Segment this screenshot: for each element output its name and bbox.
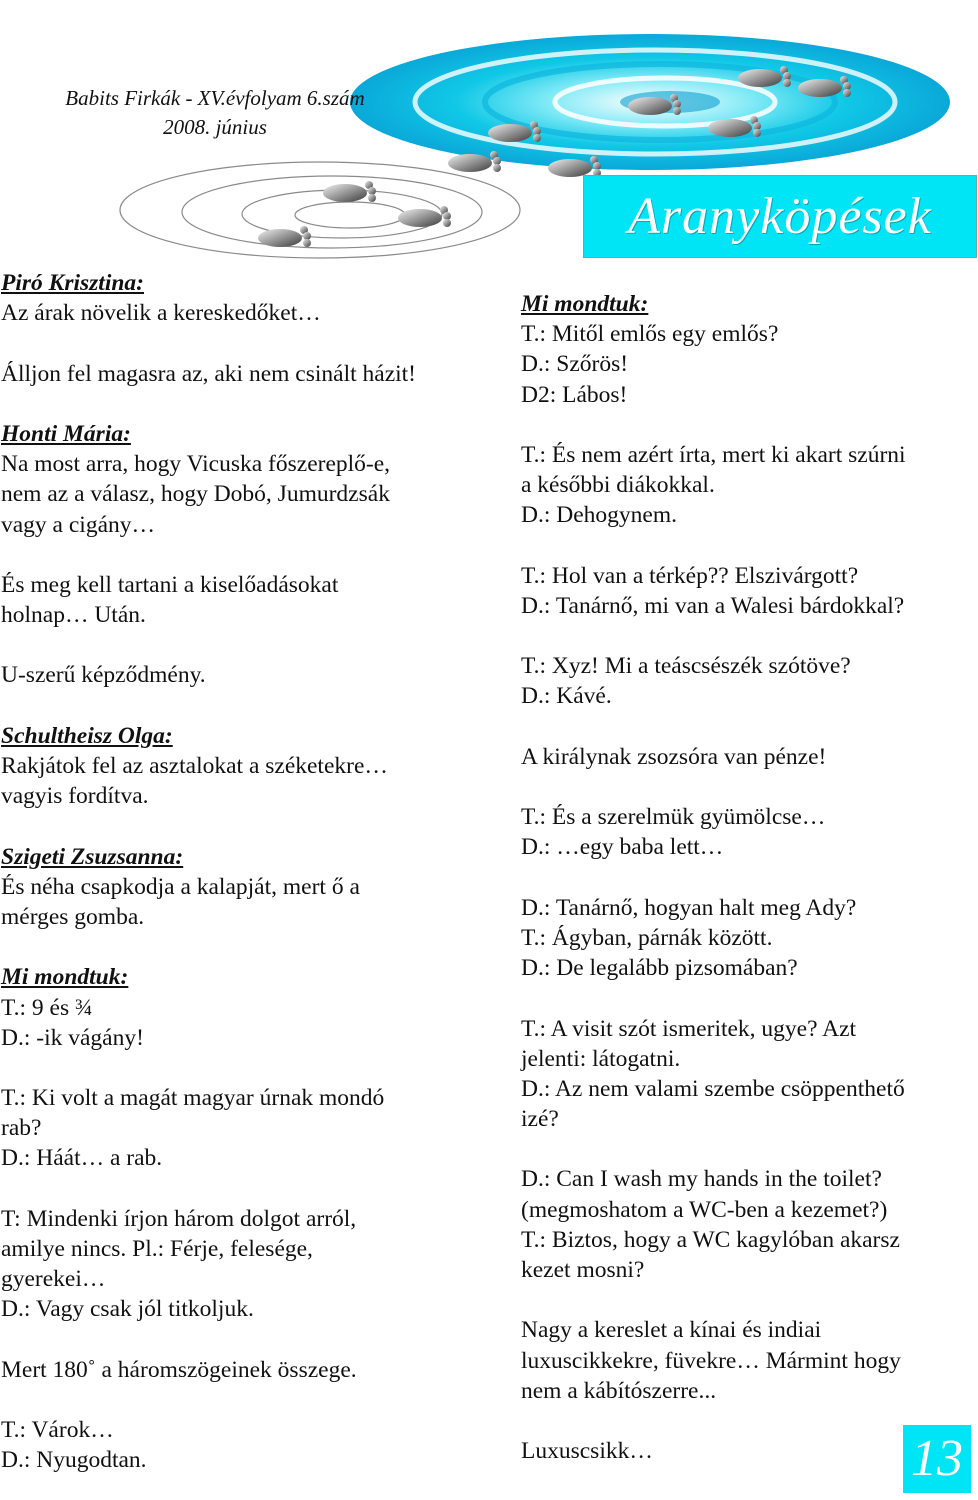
quote-line: gyerekei…: [1, 1266, 106, 1293]
section-title-box: [583, 175, 977, 258]
quote-line: mérges gomba.: [1, 903, 145, 930]
quote-line: T.: És nem azért írta, mert ki akart szúrni: [521, 441, 906, 468]
quote-line: T.: És a szerelmük gyümölcse…: [521, 804, 826, 831]
spacer: [521, 712, 977, 742]
quote-line: D.: Háát… a rab.: [1, 1145, 163, 1172]
speaker-heading: Mi mondtuk:: [1, 964, 129, 991]
spacer: [1, 389, 491, 419]
quote-line: D.: Tanárnő, mi van a Walesi bárdokkal?: [521, 592, 905, 619]
quote-line: nem az a válasz, hogy Dobó, Jumurdzsák: [1, 481, 390, 508]
quote-line: amilye nincs. Pl.: Férje, felesége,: [1, 1236, 313, 1262]
quote-line: Rakjátok fel az asztalokat a széketekre…: [1, 753, 388, 779]
quote-line: T.: 9 és ¾: [1, 994, 93, 1021]
spacer: [1, 691, 491, 721]
quote-line: Na most arra, hogy Vicuska főszereplő-e,: [1, 451, 391, 478]
section-title: Aranyköpések: [628, 188, 932, 245]
quote-line: T.: Várok…: [1, 1417, 114, 1444]
spacer: [1, 932, 491, 962]
quote-line: jelenti: látogatni.: [521, 1045, 681, 1072]
quote-line: D.: Tanárnő, hogyan halt meg Ady?: [521, 894, 857, 921]
left-column: [1, 268, 491, 1476]
quote-line: Mert 180˚ a háromszögeinek összege.: [1, 1356, 357, 1383]
spacer: [1, 1325, 491, 1355]
quote-line: D.: Az nem valami szembe csöppenthető: [521, 1075, 905, 1102]
quote-line: Luxuscsikk…: [521, 1438, 653, 1465]
speaker-heading: Honti Mária:: [1, 420, 131, 447]
spacer: [521, 772, 977, 802]
page-number-box: [903, 1425, 971, 1493]
page-number: 13: [911, 1430, 963, 1487]
quote-line: vagyis fordítva.: [1, 783, 149, 810]
quote-line: (megmoshatom a WC-ben a kezemet?): [521, 1196, 888, 1223]
quote-line: D.: Dehogynem.: [521, 502, 677, 529]
quote-line: D.: Can I wash my hands in the toilet?: [521, 1166, 882, 1193]
quote-line: T.: Ki volt a magát magyar úrnak mondó: [1, 1085, 385, 1112]
quote-line: holnap… Után.: [1, 602, 146, 629]
quote-line: T.: A visit szót ismeritek, ugye? Azt: [521, 1015, 857, 1042]
quote-line: A királynak zsozsóra van pénze!: [521, 743, 827, 770]
quote-line: Az árak növelik a kereskedőket…: [1, 300, 321, 327]
spacer: [1, 540, 491, 570]
quote-line: T: Mindenki írjon három dolgot arról,: [1, 1205, 357, 1232]
publication-name: Babits Firkák - XV.évfolyam 6.szám: [65, 86, 365, 110]
spacer: [1, 1174, 491, 1204]
quote-line: a későbbi diákokkal.: [521, 472, 715, 499]
quote-line: T.: Biztos, hogy a WC kagylóban akarsz: [521, 1226, 900, 1253]
quote-line: T.: Mitől emlős egy emlős?: [521, 321, 779, 348]
spacer: [1, 630, 491, 660]
quote-line: D2: Lábos!: [521, 381, 628, 408]
quote-line: vagy a cigány…: [1, 511, 156, 538]
quote-line: nem a kábítószerre...: [521, 1377, 717, 1404]
spacer: [521, 983, 977, 1013]
quote-line: kezet mosni?: [521, 1257, 645, 1283]
quote-line: luxuscikkekre, füvekre… Mármint hogy: [521, 1347, 901, 1374]
quote-line: izé?: [521, 1106, 559, 1133]
spacer: [1, 1385, 491, 1415]
quote-line: D.: Szőrös!: [521, 351, 629, 378]
quote-line: D.: Nyugodtan.: [1, 1447, 147, 1474]
quote-line: U-szerű képződmény.: [1, 662, 206, 689]
quote-line: D.: Kávé.: [521, 683, 612, 710]
quote-line: D.: -ik vágány!: [1, 1024, 144, 1051]
quote-line: És néha csapkodja a kalapját, mert ő a: [1, 873, 360, 900]
quote-line: Álljon fel magasra az, aki nem csinált házit!: [1, 360, 417, 387]
spacer: [521, 410, 977, 440]
quote-line: T.: Xyz! Mi a teáscsészék szótöve?: [521, 653, 851, 680]
speaker-heading: Mi mondtuk:: [521, 291, 649, 317]
quote-line: D.: …egy baba lett…: [521, 834, 724, 861]
spacer: [521, 863, 977, 893]
quote-line: T.: Hol van a térkép?? Elszivárgott?: [521, 562, 859, 589]
publication-header: [20, 84, 410, 142]
spacer: [1, 811, 491, 841]
quote-line: És meg kell tartani a kiselőadásokat: [1, 571, 339, 598]
spacer: [521, 1285, 977, 1315]
spacer: [521, 621, 977, 651]
spacer: [1, 328, 491, 358]
quote-line: D.: Vagy csak jól titkoljuk.: [1, 1296, 254, 1323]
quote-line: D.: De legalább pizsomában?: [521, 955, 798, 982]
spacer: [521, 531, 977, 561]
spiral-icon: [120, 162, 520, 258]
speaker-heading: Piró Krisztina:: [1, 270, 144, 296]
speaker-heading: Schultheisz Olga:: [1, 722, 173, 749]
publication-date: 2008. június: [163, 115, 267, 139]
spacer: [1, 1053, 491, 1083]
right-column: [521, 289, 977, 1466]
quote-line: Nagy a kereslet a kínai és indiai: [521, 1317, 822, 1344]
quote-line: rab?: [1, 1115, 42, 1142]
spacer: [521, 1134, 977, 1164]
quote-line: T.: Ágyban, párnák között.: [521, 924, 773, 951]
speaker-heading: Szigeti Zsuzsanna:: [1, 843, 184, 870]
